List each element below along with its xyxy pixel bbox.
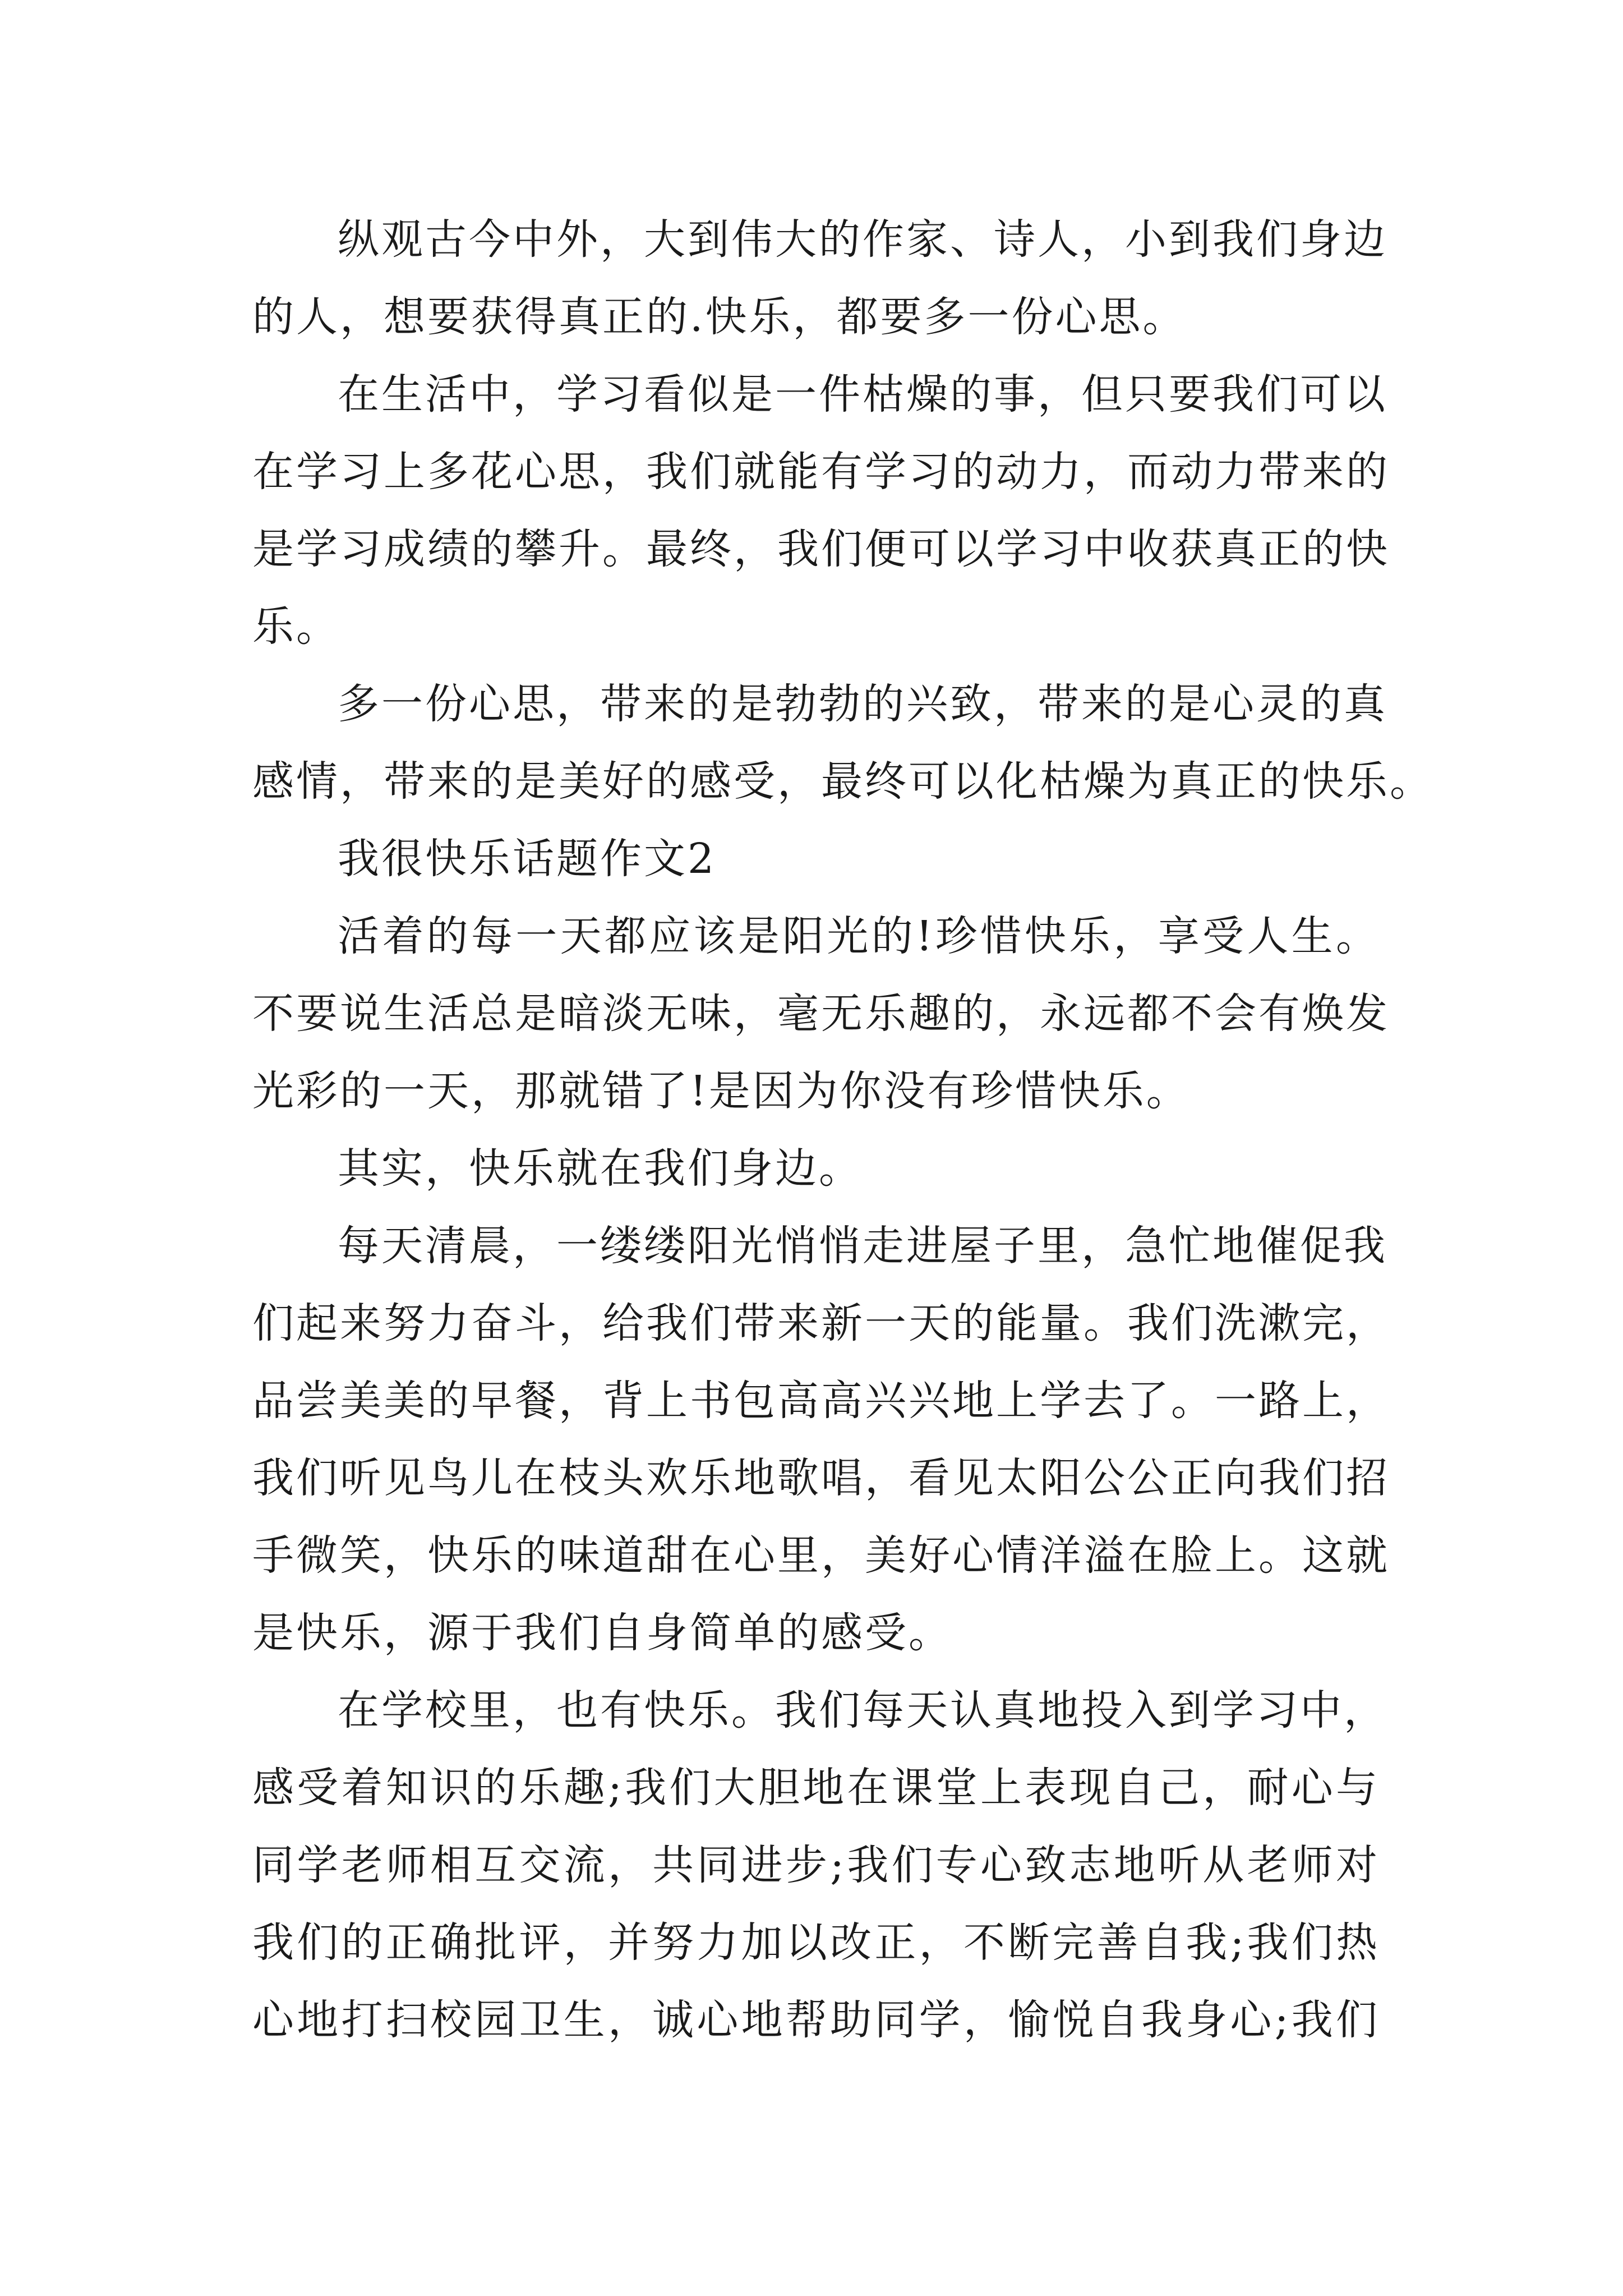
text-line: 不要说生活总是暗淡无味，毫无乐趣的，永远都不会有焕发 [252,990,1390,1038]
text-line: 我们的正确批评，并努力加以改正，不断完善自我;我们热 [252,1918,1380,1967]
text-line: 我们听见鸟儿在枝头欢乐地歌唱，看见太阳公公正向我们招 [252,1454,1390,1502]
text-line: 在生活中，学习看似是一件枯燥的事，但只要我们可以 [338,370,1387,418]
document-body [252,201,1433,2059]
text-line: 乐。 [252,602,340,651]
text-line: 是快乐，源于我们自身简单的感受。 [252,1609,952,1657]
text-line: 心地打扫校园卫生，诚心地帮助同学，愉悦自我身心;我们 [252,1996,1380,2044]
text-line: 光彩的一天，那就错了!是因为你没有珍惜快乐。 [252,1067,1190,1115]
text-line: 纵观古今中外，大到伟大的作家、诗人，小到我们身边 [338,215,1387,264]
text-line: 其实，快乐就在我们身边。 [338,1144,863,1193]
text-line: 手微笑，快乐的味道甜在心里，美好心情洋溢在脸上。这就 [252,1531,1390,1580]
text-line: 品尝美美的早餐，背上书包高高兴兴地上学去了。一路上， [252,1377,1390,1425]
text-line: 活着的每一天都应该是阳光的!珍惜快乐，享受人生。 [338,912,1380,960]
text-line: 们起来努力奋斗，给我们带来新一天的能量。我们洗漱完， [252,1299,1390,1347]
section-heading: 我很快乐话题作文2 [338,835,717,883]
text-line: 感情，带来的是美好的感受，最终可以化枯燥为真正的快乐。 [252,757,1433,806]
text-line: 多一份心思，带来的是勃勃的兴致，带来的是心灵的真 [338,680,1387,728]
text-line: 在学习上多花心思，我们就能有学习的动力，而动力带来的 [252,448,1390,496]
text-line: 在学校里，也有快乐。我们每天认真地投入到学习中， [338,1686,1387,1734]
text-line: 的人，想要获得真正的.快乐，都要多一份心思。 [252,293,1187,341]
text-line: 同学老师相互交流，共同进步;我们专心致志地听从老师对 [252,1841,1380,1889]
text-line: 每天清晨，一缕缕阳光悄悄走进屋子里，急忙地催促我 [338,1222,1387,1270]
text-line: 感受着知识的乐趣;我们大胆地在课堂上表现自己，耐心与 [252,1764,1380,1812]
text-line: 是学习成绩的攀升。最终，我们便可以学习中收获真正的快 [252,525,1390,573]
